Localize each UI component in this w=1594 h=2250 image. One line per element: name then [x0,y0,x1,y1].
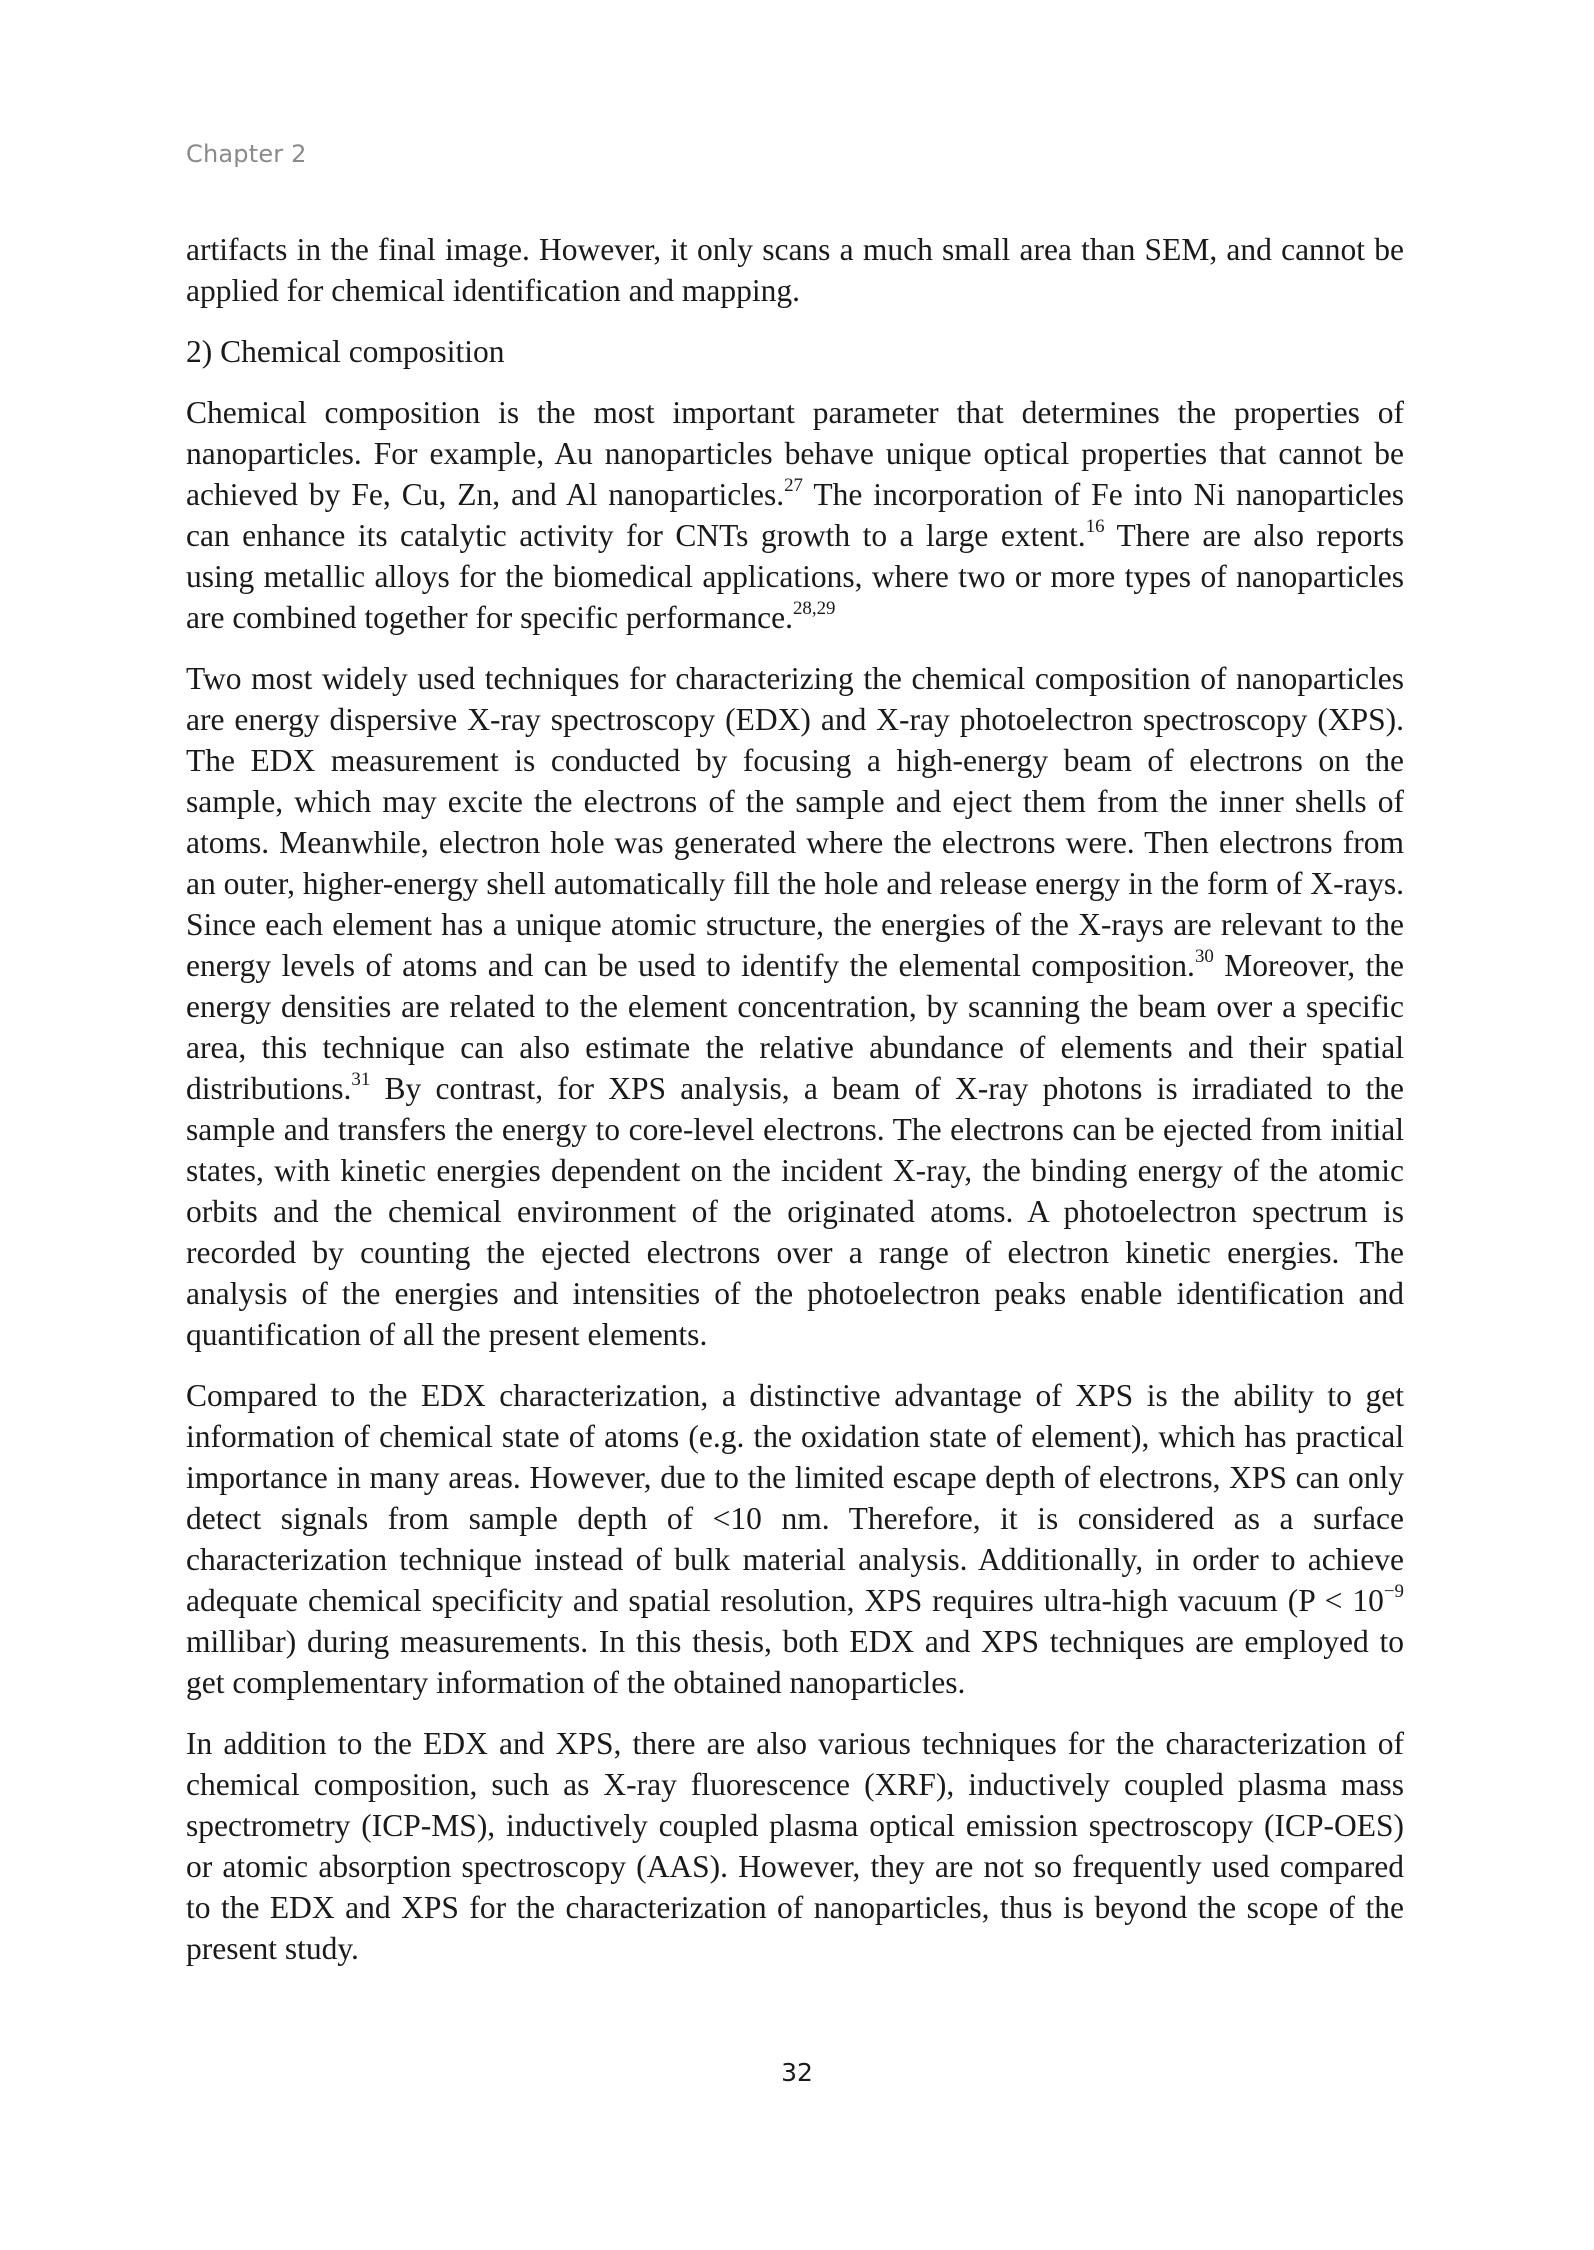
sentence: Chemical composition is the most important parameter that determines the properties of nanoparticles. For example, Au nanoparticles behave unique optical properties that cannot be achieved by Fe, Cu, Zn, and Al nanoparticles. [186,395,1404,512]
sentence: By contrast, for XPS analysis, a beam of X-ray photons is irradiated to the sample and transfers the energy to core-level electrons. The electrons can be ejected from initial states, with kinetic energies dependent on the incident X-ray, the binding energy of the atomic orbits and the chemical environment of the originated atoms. A photoelectron spectrum is recorded by counting the ejected electrons over a range of electron kinetic energies. The analysis of the energies and intensities of the photoelectron peaks enable identification and quantification of all the present elements. [186,1071,1404,1352]
sentence: millibar) during measurements. In this thesis, both EDX and XPS techniques are employed to get complementary information of the obtained nanoparticles. [186,1624,1404,1700]
exponent: −9 [1383,1580,1404,1602]
sentence: There are also reports using metallic alloys for the biomedical applications, where two or more types of nanoparticles are combined together for specific performance. [186,518,1404,635]
citation-ref: 16 [1085,515,1105,537]
paragraph-edx-xps [186,658,1404,1355]
paragraph-other-techniques: In addition to the EDX and XPS, there are also various techniques for the characterization of chemical composition, such as X-ray fluorescence (XRF), inductively coupled plasma mass spectrometry (ICP-MS), inductively coupled plasma optical emission spectroscopy (ICP-OES) or atomic absorption spectroscopy (AAS). However, they are not so frequently used compared to the EDX and XPS for the characterization of nanoparticles, thus is beyond the scope of the present study. [186,1726,1404,1966]
sentence: Two most widely used techniques for characterizing the chemical composition of nanoparticles are energy dispersive X-ray spectroscopy (EDX) and X-ray photoelectron spectroscopy (XPS). The EDX measurement is conducted by focusing a high-energy beam of electrons on the sample, which may excite the electrons of the sample and eject them from the inner shells of atoms. Meanwhile, electron hole was generated where the electrons were. Then electrons from an outer, higher-energy shell automatically fill the hole and release energy in the form of X-rays. Since each element has a unique atomic structure, the energies of the X-rays are relevant to the energy levels of atoms and can be used to identify the elemental composition. [186,661,1404,983]
citation-ref: 28,29 [792,597,836,619]
citation-ref: 27 [784,474,803,496]
citation-ref: 31 [351,1068,371,1090]
sentence: Compared to the EDX characterization, a distinctive advantage of XPS is the ability to get information of chemical state of atoms (e.g. the oxidation state of element), which has practical importance in many areas. However, due to the limited escape depth of electrons, XPS can only detect signals from sample depth of <10 nm. Therefore, it is considered as a surface characterization technique instead of bulk material analysis. Additionally, in order to achieve adequate chemical specificity and spatial resolution, XPS requires ultra-high vacuum (P < 10 [186,1378,1404,1618]
section-heading: 2) Chemical composition [186,334,505,369]
paragraph-xps-advantage [186,1375,1404,1703]
citation-ref: 30 [1194,945,1214,967]
sentence: Moreover, the energy densities are related to the element concentration, by scanning the beam over a specific area, this technique can also estimate the relative abundance of elements and their spatial distributions. [186,948,1404,1106]
running-header: Chapter 2 [186,140,307,168]
body-text [186,229,1404,1989]
paragraph-continuation: artifacts in the final image. However, it only scans a much small area than SEM, and cannot be applied for chemical identification and mapping. [186,232,1404,308]
sentence: The incorporation of Fe into Ni nanoparticles can enhance its catalytic activity for CNTs growth to a large extent. [186,477,1404,553]
paragraph-composition-importance [186,392,1404,638]
page-number: 32 [781,2058,813,2087]
